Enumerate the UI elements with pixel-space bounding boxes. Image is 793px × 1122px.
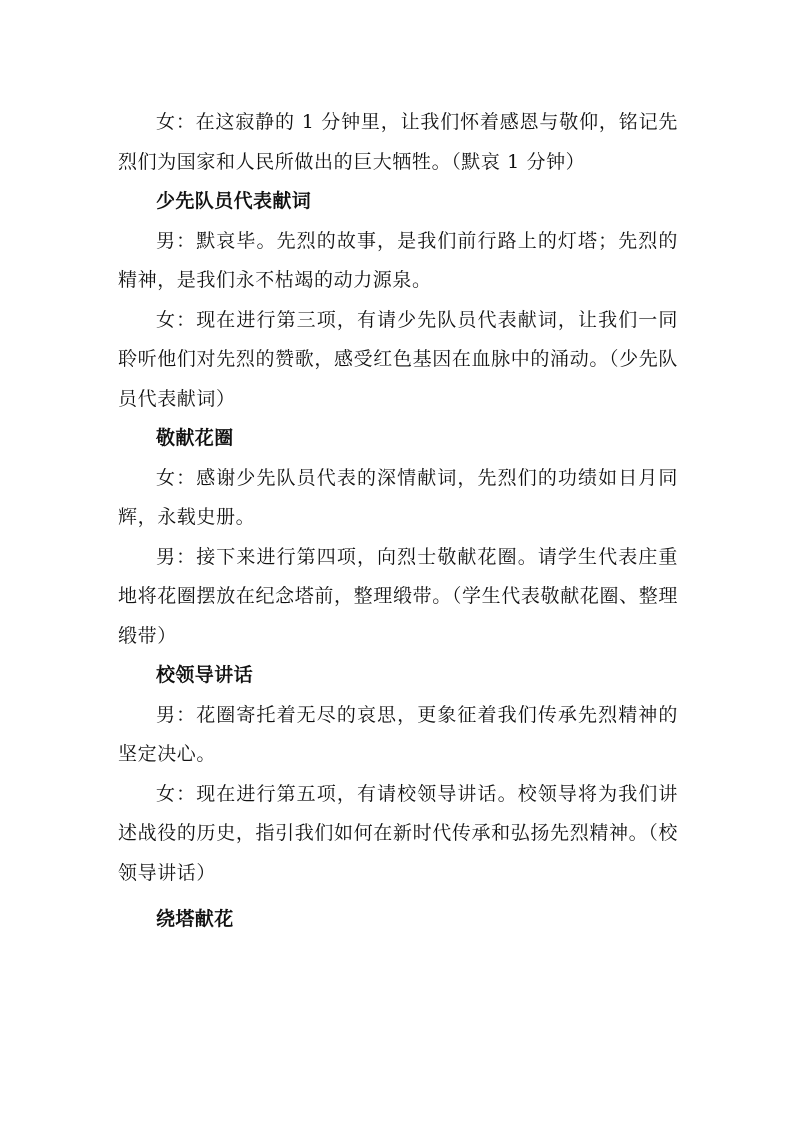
document-body xyxy=(118,103,678,940)
paragraph-silence: 女：在这寂静的 1 分钟里，让我们怀着感恩与敬仰，铭记先烈们为国家和人民所做出的巨大牺牲。（默哀 1 分钟） xyxy=(118,111,678,173)
paragraph-silence-end: 男：默哀毕。先烈的故事，是我们前行路上的灯塔；先烈的精神，是我们永不枯竭的动力源泉。 xyxy=(118,229,678,291)
section-heading-flower-tribute: 绕塔献花 xyxy=(156,908,234,930)
paragraph-thanks: 女：感谢少先队员代表的深情献词，先烈们的功绩如日月同辉，永载史册。 xyxy=(118,466,678,528)
section-heading-leader-speech: 校领导讲话 xyxy=(156,664,254,686)
paragraph-item-five: 女：现在进行第五项，有请校领导讲话。校领导将为我们讲述战役的历史，指引我们如何在新时代传承和弘扬先烈精神。（校领导讲话） xyxy=(118,782,678,884)
paragraph-item-three: 女：现在进行第三项，有请少先队员代表献词，让我们一同聆听他们对先烈的赞歌，感受红色基因在血脉中的涌动。（少先队员代表献词） xyxy=(118,308,678,410)
paragraph-wreath-meaning: 男：花圈寄托着无尽的哀思，更象征着我们传承先烈精神的坚定决心。 xyxy=(118,703,678,765)
paragraph-item-four: 男：接下来进行第四项，向烈士敬献花圈。请学生代表庄重地将花圈摆放在纪念塔前，整理缎带。（学生代表敬献花圈、整理缎带） xyxy=(118,545,678,647)
section-heading-young-pioneer-tribute: 少先队员代表献词 xyxy=(156,190,312,212)
section-heading-wreath: 敬献花圈 xyxy=(156,427,234,449)
